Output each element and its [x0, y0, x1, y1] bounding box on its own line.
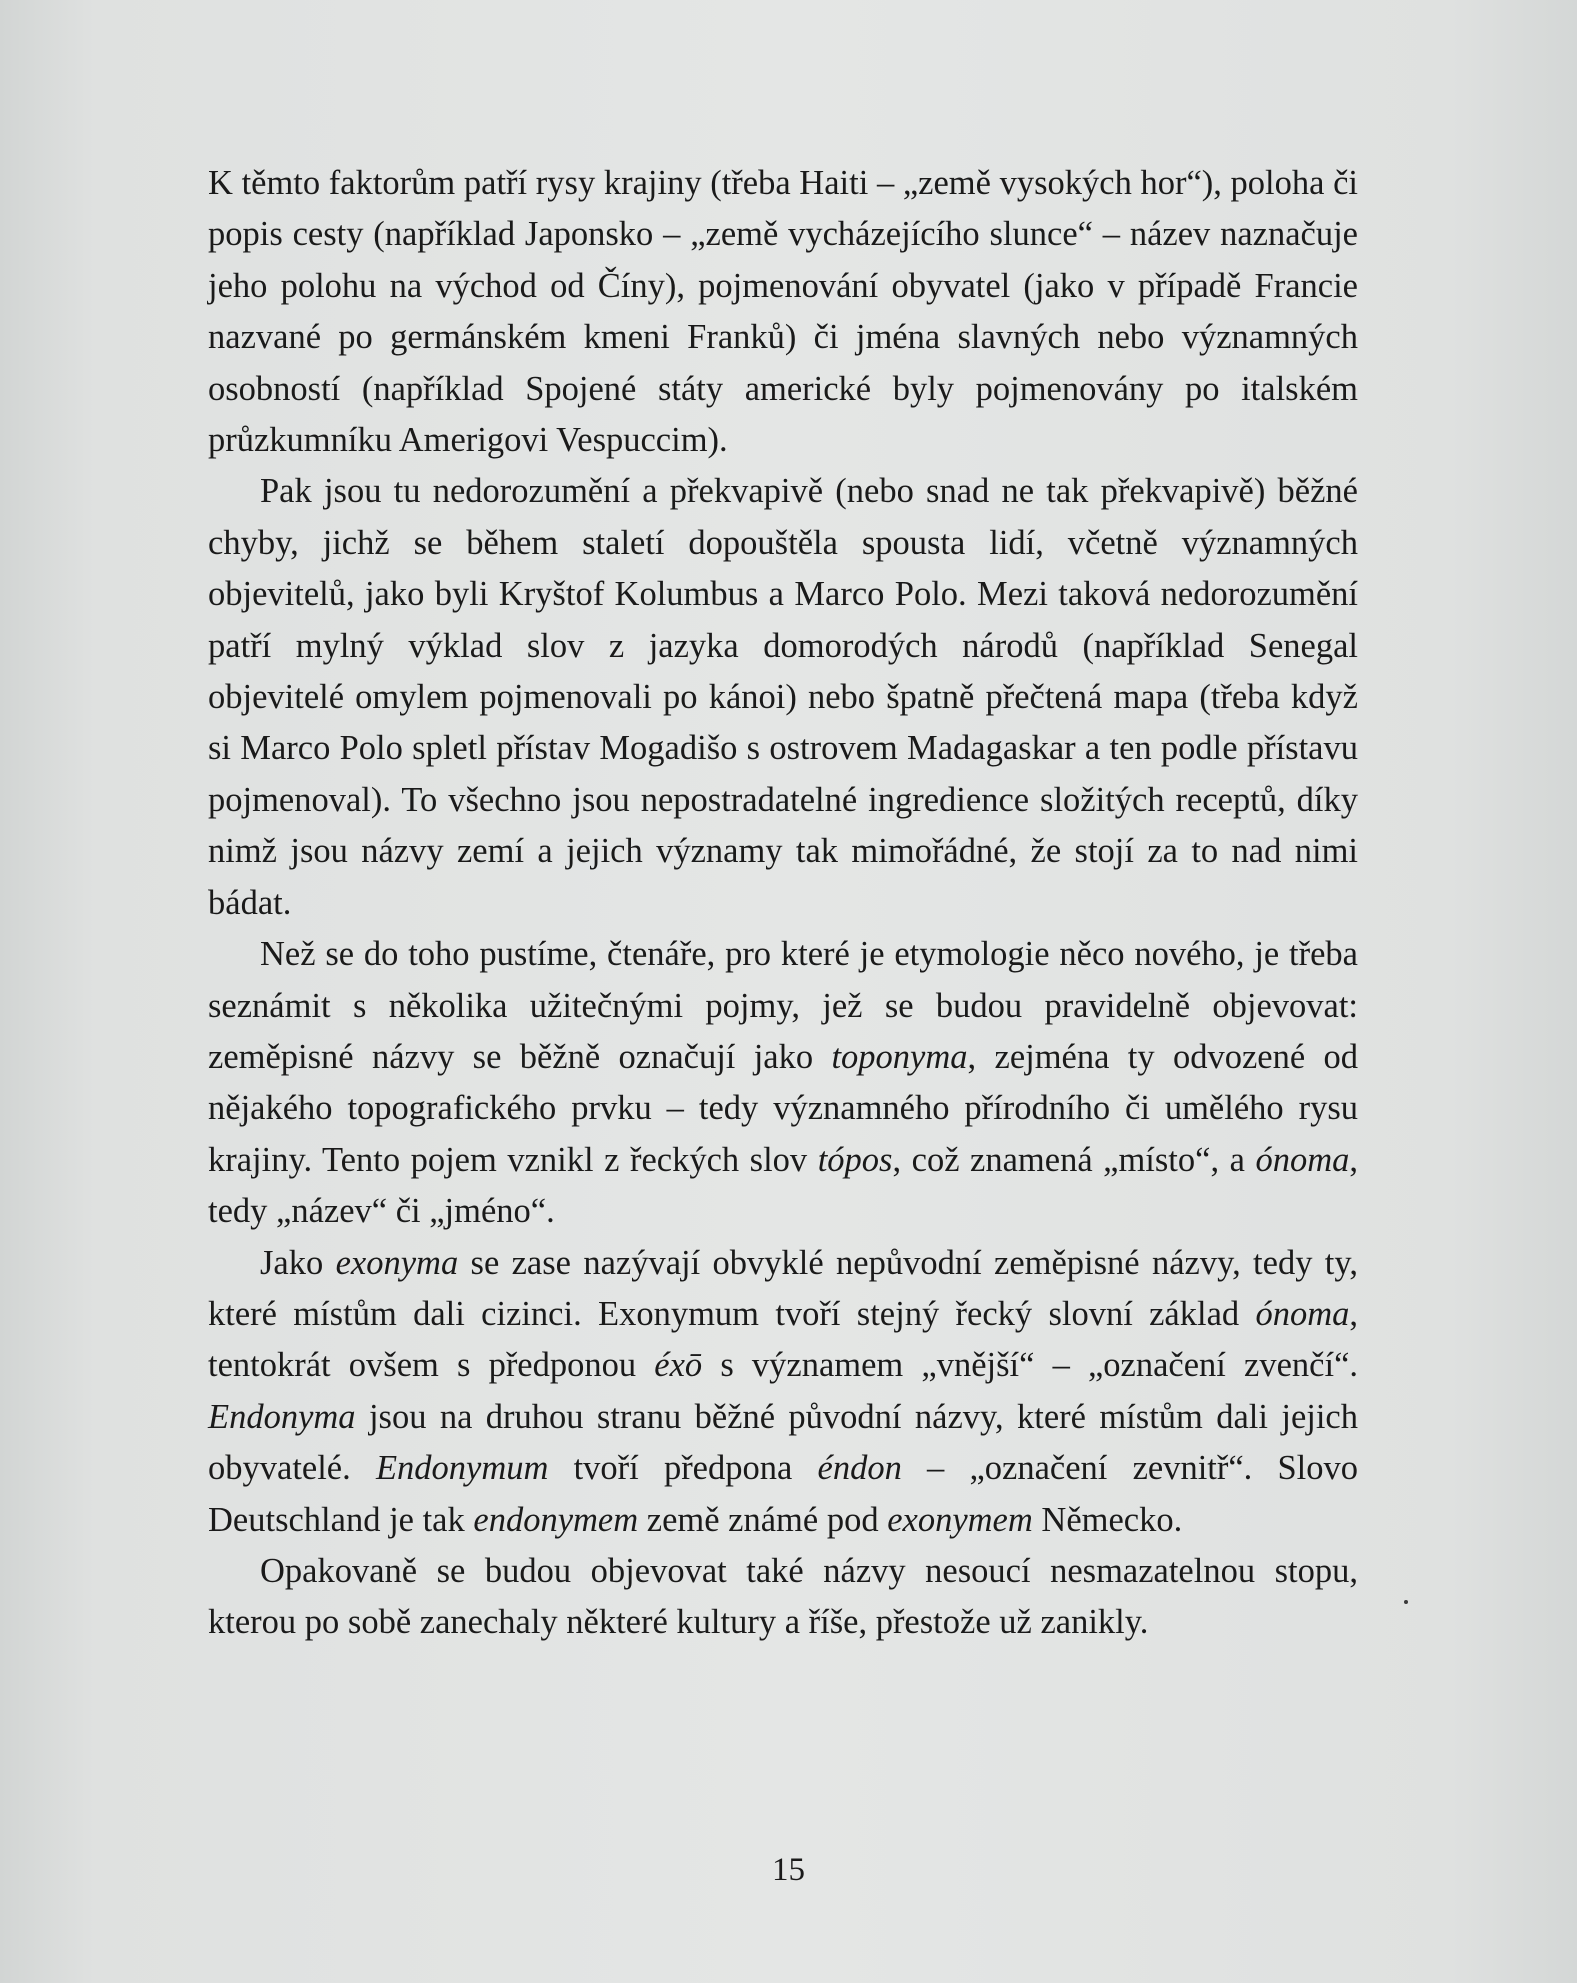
- text-run: Německo.: [1032, 1500, 1183, 1539]
- text-run: K těmto faktorům patří rysy krajiny (třeba Haiti – „země vysokých hor“), poloha či popis cesty (například Japonsko – „země vycházejícího slunce“ – název naznačuje jeho polohu na východ od Číny), pojmenování obyvatel (jako v případě Francie nazvané po germánském kmeni Franků) či jména slavných nebo významných osobností (například Spojené státy americké byly pojmenovány po italském průzkumníku Amerigovi Vespuccim).: [208, 164, 1358, 460]
- text-run: – „označení zevnitř“. Slovo Deutschland je tak: [208, 1449, 1359, 1539]
- paragraph-4: [208, 1238, 1358, 1546]
- text-run: s významem „vnější“ – „označení zvenčí“.: [702, 1346, 1359, 1385]
- italic-term: Endonymum: [375, 1449, 549, 1488]
- italic-term: exonyma: [335, 1243, 459, 1282]
- italic-term: ónoma: [1255, 1140, 1350, 1179]
- page-number: 15: [772, 1852, 805, 1888]
- text-run: Jako: [260, 1243, 336, 1282]
- italic-term: éndon: [817, 1449, 902, 1488]
- italic-term: toponyma: [831, 1037, 968, 1076]
- text-run: tvoří předpona: [548, 1449, 818, 1488]
- text-run: , což znamená „místo“, a: [892, 1140, 1256, 1179]
- text-run: , zejména ty odvozené od nějakého topografického prvku – tedy významného přírodního či umělého rysu krajiny. Tento pojem vznikl z řeckých slov: [208, 1037, 1358, 1179]
- text-run: Opakovaně se budou objevovat také názvy nesoucí nesmazatelnou stopu, kterou po sobě zanechaly některé kultury a říše, přestože už zanikly.: [208, 1551, 1358, 1642]
- paragraph-5: [208, 1546, 1358, 1649]
- text-run: , tentokrát ovšem s předponou: [208, 1294, 1358, 1385]
- paragraph-2: [208, 466, 1358, 929]
- body-text: [208, 158, 1358, 1649]
- text-run: Pak jsou tu nedorozumění a překvapivě (nebo snad ne tak překvapivě) běžné chyby, jichž se během staletí dopouštěla spousta lidí, včetně významných objevitelů, jako byli Kryštof Kolumbus a Marco Polo. Mezi taková nedorozumění patří mylný výklad slov z jazyka domorodých národů (například Senegal objevitelé omylem pojmenovali po kánoi) nebo špatně přečtená mapa (třeba když si Marco Polo spletl přístav Mogadišo s ostrovem Madagaskar a ten podle přístavu pojmenoval). To všechno jsou nepostradatelné ingredience složitých receptů, díky nimž jsou názvy zemí a jejich významy tak mimořádné, že stojí za to nad nimi bádat.: [208, 472, 1358, 922]
- paragraph-1: [208, 158, 1358, 466]
- text-run: se zase nazývají obvyklé nepůvodní zeměpisné názvy, tedy ty, které místům dali cizinci. Exonymum tvoří stejný řecký slovní základ: [208, 1243, 1359, 1333]
- italic-term: exonymem: [887, 1500, 1033, 1539]
- italic-term: éxō: [654, 1346, 703, 1385]
- italic-term: tópos: [817, 1140, 893, 1179]
- paragraph-3: [208, 929, 1358, 1237]
- text-run: Než se do toho pustíme, čtenáře, pro které je etymologie něco nového, je třeba seznámit s několika užitečnými pojmy, jež se budou pravidelně objevovat: zeměpisné názvy se běžně označují jako: [208, 935, 1358, 1076]
- italic-term: Endonyma: [208, 1397, 356, 1436]
- text-run: země známé pod: [638, 1500, 888, 1539]
- text-run: jsou na druhou stranu běžné původní názvy, které místům dali jejich obyvatelé.: [208, 1397, 1358, 1488]
- italic-term: endonymem: [473, 1500, 639, 1539]
- italic-term: ónoma: [1255, 1294, 1350, 1333]
- paper-speck: [1404, 1600, 1408, 1604]
- text-run: , tedy „název“ či „jméno“.: [208, 1140, 1358, 1231]
